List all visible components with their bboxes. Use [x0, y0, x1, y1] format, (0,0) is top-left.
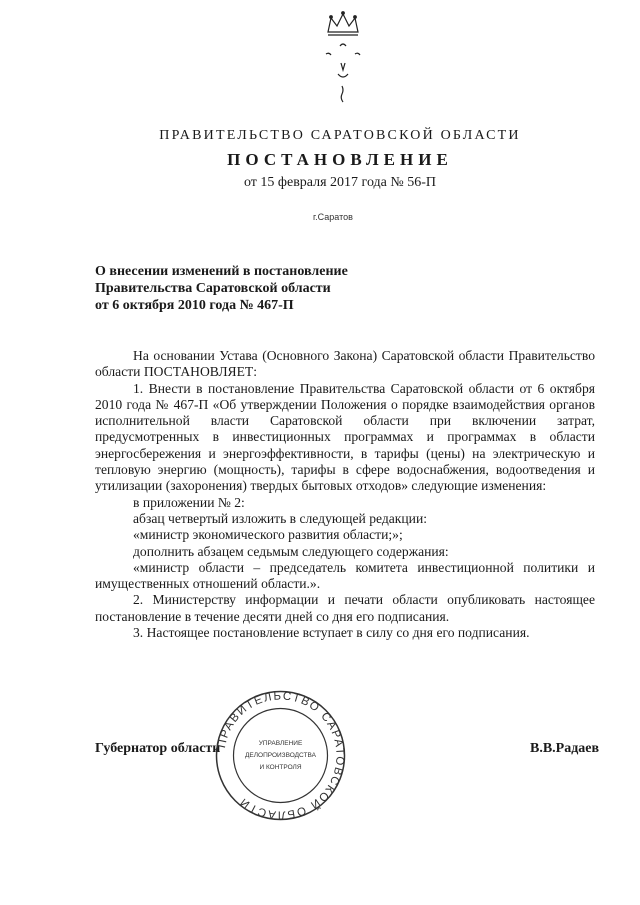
body-paragraph: дополнить абзацем седьмым следующего содержания:	[133, 543, 449, 559]
document-date-number: от 15 февраля 2017 года № 56-П	[243, 175, 437, 190]
body-paragraph: 3. Настоящее постановление вступает в силу со дня его подписания.	[133, 625, 530, 641]
government-title: ПРАВИТЕЛЬСТВО САРАТОВСКОЙ ОБЛАСТИ	[159, 128, 521, 143]
signatory-name: В.В.Радаев	[530, 741, 600, 756]
document-type: ПОСТАНОВЛЕНИЕ	[227, 150, 453, 169]
body-paragraph: абзац четвертый изложить в следующей редакции:	[133, 510, 428, 526]
official-stamp-icon	[213, 688, 348, 823]
subject-line: от 6 октября 2010 года № 467-П	[95, 298, 294, 313]
subject-line: Правительства Саратовской области	[95, 281, 331, 296]
body-paragraph: «министр экономического развития области;»;	[133, 527, 403, 543]
coat-of-arms-icon	[318, 8, 368, 108]
body-paragraph: «министр области – председатель комитета инвестиционной политики и имущественных отношений области.».	[95, 559, 595, 592]
document-subject	[95, 263, 348, 314]
subject-line: О внесении изменений в постановление	[95, 264, 348, 279]
body-paragraph: На основании Устава (Основного Закона) Саратовской области Правительство области ПОСТАНОВЛЯЕТ:	[95, 348, 595, 380]
body-paragraph: 1. Внести в постановление Правительства Саратовской области от 6 октября 2010 года № 467-П «Об утверждении Положения о порядке взаимодействия органов исполнительной власти Саратовской области при включении затрат, предусмотренных в инвестиционных программах и программах в области энергосбережения и энергоэффективности, в тарифы (цены) на электрическую и тепловую энергию (мощность), тарифы в сфере водоснабжения, водоотведения и утилизации (захоронения) твердых бытовых отходов» следующие изменения:	[95, 380, 595, 494]
stamp-inner-line: ДЕЛОПРОИЗВОДСТВА	[245, 752, 316, 759]
stamp-inner-line: УПРАВЛЕНИЕ	[258, 740, 303, 747]
signatory-position: Губернатор области	[95, 741, 221, 756]
body-paragraph: 2. Министерству информации и печати области опубликовать настоящее постановление в течение десяти дней со дня его подписания.	[95, 592, 595, 624]
stamp-inner-line: И КОНТРОЛЯ	[259, 764, 302, 771]
body-paragraph: в приложении № 2:	[133, 494, 245, 510]
stamp-outer-text: ПРАВИТЕЛЬСТВО САРАТОВСКОЙ ОБЛАСТИ	[215, 690, 346, 821]
document-city: г.Саратов	[313, 212, 353, 222]
document-body	[95, 348, 595, 641]
